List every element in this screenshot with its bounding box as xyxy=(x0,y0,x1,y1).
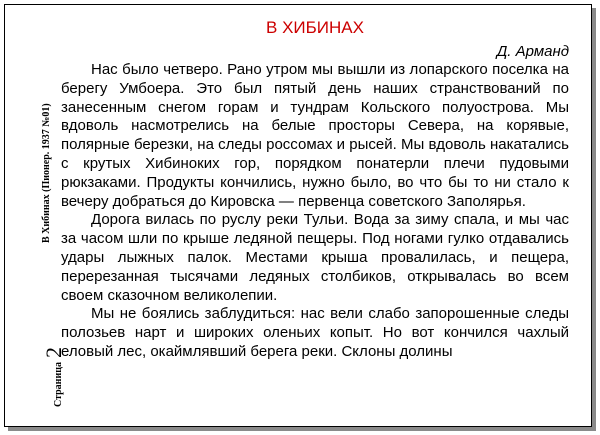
page-margin xyxy=(5,5,66,426)
paragraph: Дорога вилась по руслу реки Тульи. Вода за зиму спала, и мы час за часом шли по крыше ледяной пещеры. Под ногами гулко отдавались удары лыжных палок. Местами крыша провалилась, и пещера, перерезанная тысячами ледяных столбиков, открывалась во всем своем сказочном великолепии. xyxy=(61,211,569,304)
paragraph: Нас было четверо. Рано утром мы вышли из лопарского поселка на берегу Умбоера. Это был пятый день наших странствований по занесенным снегом горам и тундрам Кольского полуострова. Мы вдоволь насмотрелись на белые просторы Севера, на корявые, полярные березки, на следы россомах и рысей. Мы вдоволь накатались с крутых Хибиноких гор, порядком понатерли плечи пудовыми рюкзаками. Продукты кончились, нужно было, во что бы то ни стало к вечеру добраться до Кировска — первенца советского Заполярья. xyxy=(61,61,569,210)
article-title: В ХИБИНАХ xyxy=(266,18,364,37)
paragraph: Мы не боялись заблудиться: нас вели слабо запорошенные следы полозьев нарт и широких оленьих копыт. Но вот кончился чахлый еловый лес, окаймлявший берега реки. Склоны долины xyxy=(61,305,569,360)
article-author: Д. Арманд xyxy=(496,43,569,60)
page-number: 2 xyxy=(41,347,66,359)
source-caption: В Хибинах (Пионер. 1937 №01) xyxy=(41,103,52,243)
page-frame xyxy=(4,4,592,427)
page-label: Страница xyxy=(53,362,64,407)
article xyxy=(61,17,569,362)
